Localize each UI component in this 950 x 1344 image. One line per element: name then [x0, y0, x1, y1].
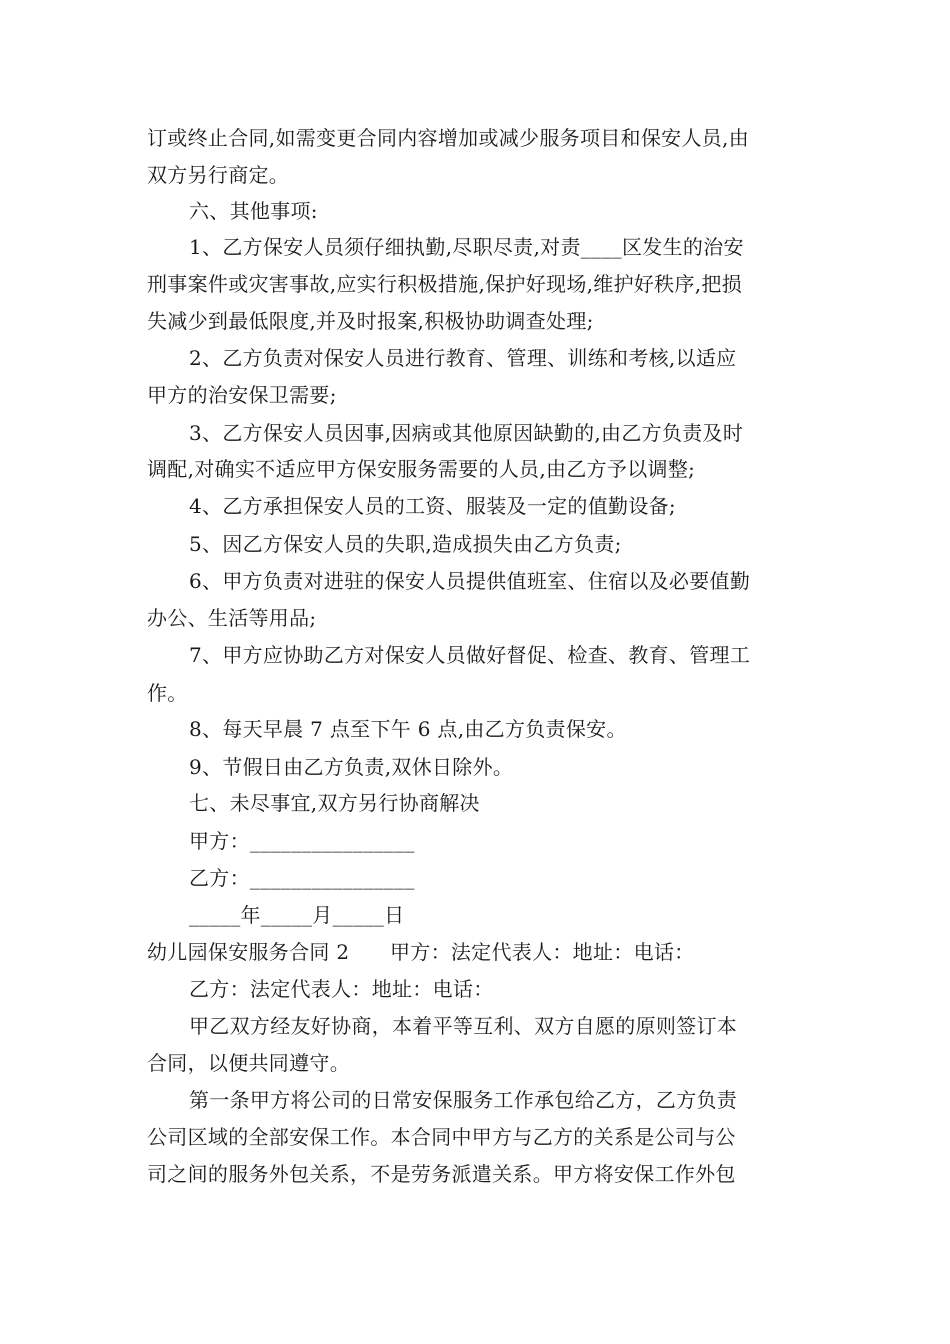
list-item: 3、乙方保安人员因事,因病或其他原因缺勤的,由乙方负责及时: [189, 421, 744, 445]
paragraph-line: 订或终止合同,如需变更合同内容增加或减少服务项目和保安人员,由: [147, 126, 750, 150]
paragraph-line: 乙方：法定代表人：地址：电话：: [189, 977, 494, 1001]
list-item: 5、因乙方保安人员的失职,造成损失由乙方负责;: [189, 532, 622, 556]
section-heading: 七、未尽事宜,双方另行协商解决: [189, 791, 480, 815]
paragraph-line: 司之间的服务外包关系，不是劳务派遣关系。甲方将安保工作外包: [147, 1162, 736, 1186]
date-line: _____年_____月_____日: [189, 903, 405, 927]
list-item: 4、乙方承担保安人员的工资、服装及一定的值勤设备;: [189, 494, 676, 518]
paragraph-line: 失减少到最低限度,并及时报案,积极协助调查处理;: [147, 309, 594, 333]
list-item: 9、节假日由乙方负责,双休日除外。: [189, 755, 514, 779]
list-item: 8、每天早晨 7 点至下午 6 点,由乙方负责保安。: [189, 717, 627, 741]
list-item: 1、乙方保安人员须仔细执勤,尽职尽责,对责____区发生的治安: [189, 235, 744, 259]
signature-line-party-b: 乙方：________________: [189, 866, 415, 890]
contract-title-line: 幼儿园保安服务合同 2 甲方：法定代表人：地址：电话：: [147, 940, 695, 964]
paragraph-line: 双方另行商定。: [147, 163, 290, 187]
paragraph-line: 甲乙双方经友好协商，本着平等互利、双方自愿的原则签订本: [189, 1014, 738, 1038]
paragraph-line: 公司区域的全部安保工作。本合同中甲方与乙方的关系是公司与公: [147, 1125, 736, 1149]
list-item: 2、乙方负责对保安人员进行教育、管理、训练和考核,以适应: [189, 346, 737, 370]
paragraph-line: 合同，以便共同遵守。: [147, 1051, 350, 1075]
paragraph-line: 调配,对确实不适应甲方保安服务需要的人员,由乙方予以调整;: [147, 457, 696, 481]
paragraph-line: 办公、生活等用品;: [147, 606, 317, 630]
list-item: 6、甲方负责对进驻的保安人员提供值班室、住宿以及必要值勤: [189, 569, 751, 593]
signature-line-party-a: 甲方：________________: [189, 829, 415, 853]
paragraph-line: 刑事案件或灾害事故,应实行积极措施,保护好现场,维护好秩序,把损: [147, 272, 743, 296]
section-heading: 六、其他事项:: [189, 199, 318, 223]
paragraph-line: 甲方的治安保卫需要;: [147, 383, 337, 407]
paragraph-line: 作。: [147, 681, 188, 705]
list-item: 7、甲方应协助乙方对保安人员做好督促、检查、教育、管理工: [189, 643, 751, 667]
paragraph-line: 第一条甲方将公司的日常安保服务工作承包给乙方，乙方负责: [189, 1088, 738, 1112]
